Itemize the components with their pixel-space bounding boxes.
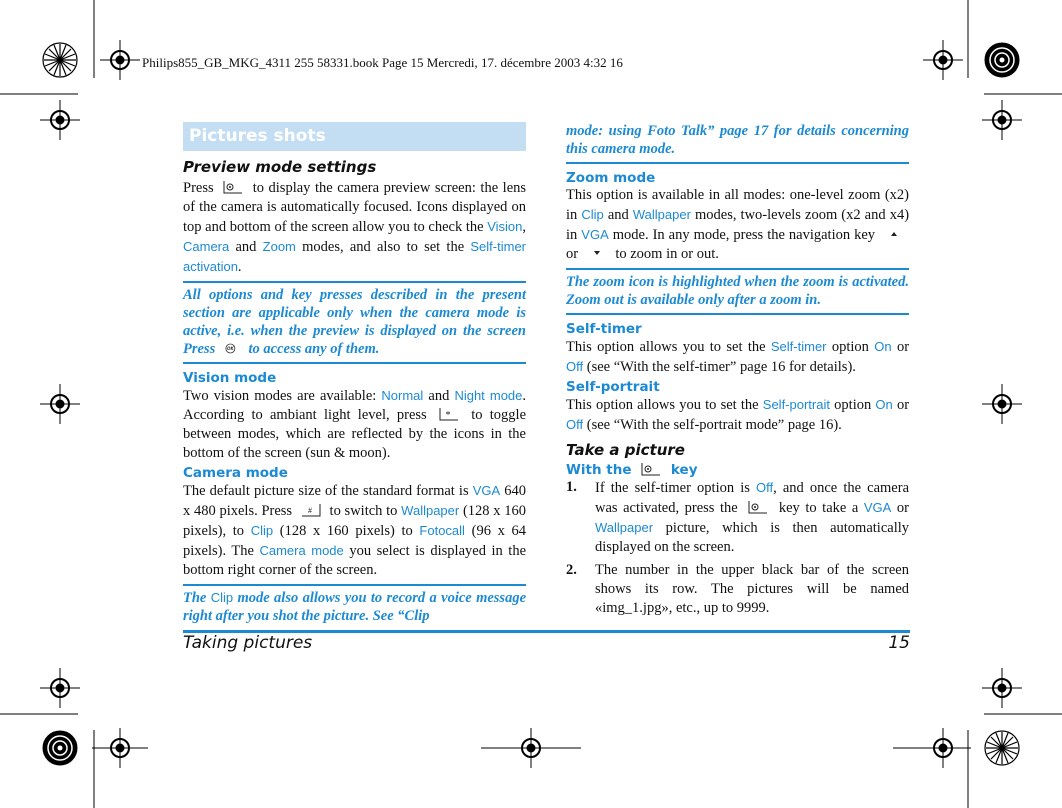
right-column [566,122,909,622]
vision-term: Vision [487,219,523,234]
up-arrow-icon [883,227,905,242]
self-timer-activation-term: Self-timer activation [183,239,527,274]
self-timer-heading: Self-timer [566,321,642,337]
note-zoom: The zoom icon is highlighted when the zoom is activated. Zoom out is available only after a zoom in. [566,268,909,315]
camera-paragraph: The default picture size of the standard format is VGA 640 x 480 pixels. Press # to switch to Wallpaper (128 x 160 pixels), to Clip (128 x 160 pixels) to Fotocall (96 x 64 pixels). The Camera mode you select is displayed in the bottom right corner of the screen. [183,483,527,578]
camera-key-icon [640,462,662,477]
chapter-title: Taking pictures [183,633,313,653]
preview-heading: Preview mode settings [183,158,377,176]
take-picture-heading: Take a picture [566,441,685,459]
hash-key-icon [300,503,322,518]
camera-key-icon [747,500,769,515]
note-options: All options and key presses described in the present section are applicable only when the camera mode is active, i.e. when the preview is displayed on the screen Press OK to access any of them. [183,281,526,364]
list-item: 1. If the self-timer option is Off, and once the camera was activated, press the key to take a VGA or Wallpaper picture, which is then automatically displayed on the screen. [566,479,910,555]
target-mark-top-right [985,43,1019,77]
book-header-line: Philips855_GB_MKG_4311 255 58331.book Page 15 Mercredi, 17. décembre 2003 4:32 16 [142,55,623,70]
preview-paragraph: Press to display the camera preview screen: the lens of the camera is automatically focused. Icons displayed on top and bottom of the screen allow you to check the Vision, Camera and Zoom modes, and also to set the Self-timer activation. [183,180,527,275]
star-key-icon [438,407,460,422]
target-mark-bottom-left [43,731,77,765]
down-arrow-icon [586,246,608,261]
list-item: 2. The number in the upper black bar of the screen shows its row. The pictures will be named «img_1.jpg», etc., up to 9999. [566,562,909,616]
self-portrait-heading: Self-portrait [566,379,660,395]
ok-key-icon [223,341,241,356]
starburst-mark-bottom-right [985,731,1019,765]
left-column [183,122,526,635]
self-timer-paragraph: This option allows you to set the Self-timer option On or Off (see “With the self-timer” page 16 for details). [566,339,910,375]
zoom-term: Zoom [262,239,296,254]
note-clip-mode: The Clip mode also allows you to record a voice message right after you shot the picture. See “Clip [183,584,526,629]
camera-key-icon [222,180,244,195]
section-title: Pictures shots [183,122,526,151]
svg-text:OK: OK [226,346,234,352]
camera-mode-heading: Camera mode [183,465,288,481]
vision-paragraph: Two vision modes are available: Normal and Night mode. According to ambiant light level, press * to toggle between modes, which are reflected by the icons in the bottom of the screen (sun & moon). [183,388,527,461]
svg-text:#: # [307,506,312,515]
zoom-paragraph: This option is available in all modes: one-level zoom (x2) in Clip and Wallpaper modes, two-levels zoom (x2 and x4) in VGA mode. In any mode, press the navigation key or to zoom in or out. [566,187,910,262]
self-portrait-paragraph: This option allows you to set the Self-portrait option On or Off (see “With the self-portrait mode” page 16). [566,397,910,433]
page-number: 15 [888,633,910,653]
camera-term: Camera [183,239,230,254]
zoom-mode-heading: Zoom mode [566,170,656,186]
with-key-heading: With the key [566,462,698,478]
svg-text:*: * [445,410,451,421]
vision-mode-heading: Vision mode [183,370,277,386]
note-clip-mode-continued: mode: using Foto Talk” page 17 for details concerning this camera mode. [566,122,909,164]
starburst-mark-top-left [43,43,77,77]
